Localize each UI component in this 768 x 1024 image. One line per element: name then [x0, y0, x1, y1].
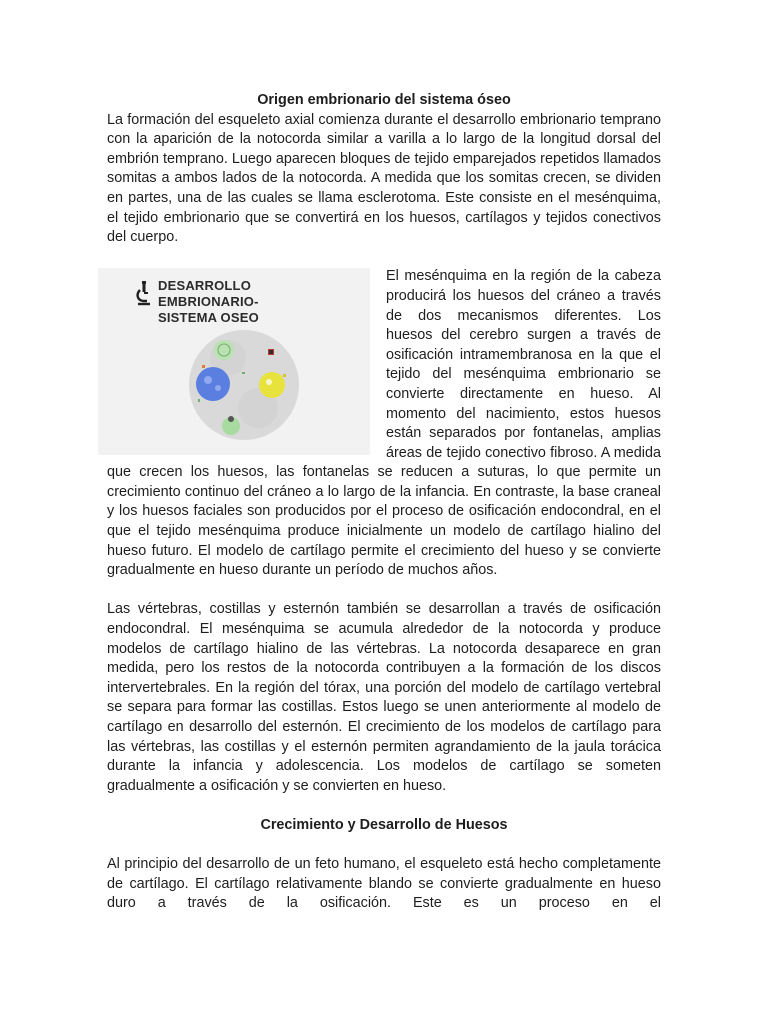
microscope-icon	[134, 280, 154, 306]
document-title: Origen embrionario del sistema óseo	[257, 92, 511, 108]
figure-title-line: SISTEMA OSEO	[158, 310, 259, 326]
vertebrae-paragraph: Las vértebras, costillas y esternón también se desarrollan a través de osificación endocondral. El mesénquima se acumula alrededor de la notocorda y produce modelos de cartílago hialino de las vértebras. La notocorda desaparece en gran medida, pero los restos de la notocorda contribuyen a la formación de los discos intervertebrales. En la región del tórax, una porción del modelo de cartílago vertebral se separa para formar las costillas. Estos luego se unen anteriormente al modelo de cartílago en desarrollo del esternón. El crecimiento de los modelos de cartílago para las vértebras, las costillas y el esternón permiten agrandamiento de la jaula torácica durante la infancia y adolescencia. Los modelos de cartílago se someten gradualmente a osificación y se convierten en hueso.	[107, 601, 661, 794]
paragraph-gap	[107, 836, 661, 856]
paragraph-gap	[107, 248, 661, 268]
figure-title-line: EMBRIONARIO-	[158, 294, 259, 310]
embryonic-development-figure	[98, 268, 370, 455]
green-circle	[214, 340, 234, 360]
intro-paragraph: La formación del esqueleto axial comienza durante el desarrollo embrionario temprano con la aparición de la notocorda similar a varilla a lo largo de la longitud dorsal del embrión temprano. Luego aparecen bloques de tejido emparejados repetidos llamados somitas a ambos lados de la notocorda. A medida que los somitas crecen, se dividen en partes, una de las cuales se llama esclerotoma. Este consiste en el mesénquima, el tejido embrionario que se convertirá en los huesos, cartílagos y tejidos conectivos del cuerpo.	[107, 111, 661, 246]
section-heading: Crecimiento y Desarrollo de Huesos	[260, 816, 508, 833]
figure-title-line: DESARROLLO	[158, 278, 251, 294]
paragraph-gap	[107, 581, 661, 601]
growth-paragraph: Al principio del desarrollo de un feto humano, el esqueleto está hecho completamente de cartílago. El cartílago relativamente blando se convierte gradualmente en hueso duro a través de la osificación. Este es un proceso en el	[107, 856, 661, 912]
document-body	[107, 91, 661, 914]
blue-circle	[196, 367, 230, 401]
yellow-circle	[259, 372, 285, 398]
cranial-paragraph: El mesénquima en la región de la cabeza producirá los huesos del cráneo a través de dos mecanismos diferentes. Los huesos del cerebro surgen a través de osificación intramembranosa en la que el tejido del mesénquima embrionario se convierte directamente en hueso. Al momento del nacimiento, estos huesos están separados por fontanelas, amplias áreas de tejido conectivo fibroso. A medida que crecen los huesos, las fontanelas se reducen a suturas, lo que permite un crecimiento continuo del cráneo a lo largo de la infancia. En contraste, la base craneal y los huesos faciales son producidos por el proceso de osificación endocondral, en el que el tejido mesénquima produce inicialmente un modelo de cartílago hialino del hueso futuro. El modelo de cartílago permite el crecimiento del hueso y se convierte gradualmente en hueso durante un período de muchos años.	[107, 268, 661, 579]
figure-title	[158, 278, 259, 326]
paragraph-gap	[107, 796, 661, 816]
